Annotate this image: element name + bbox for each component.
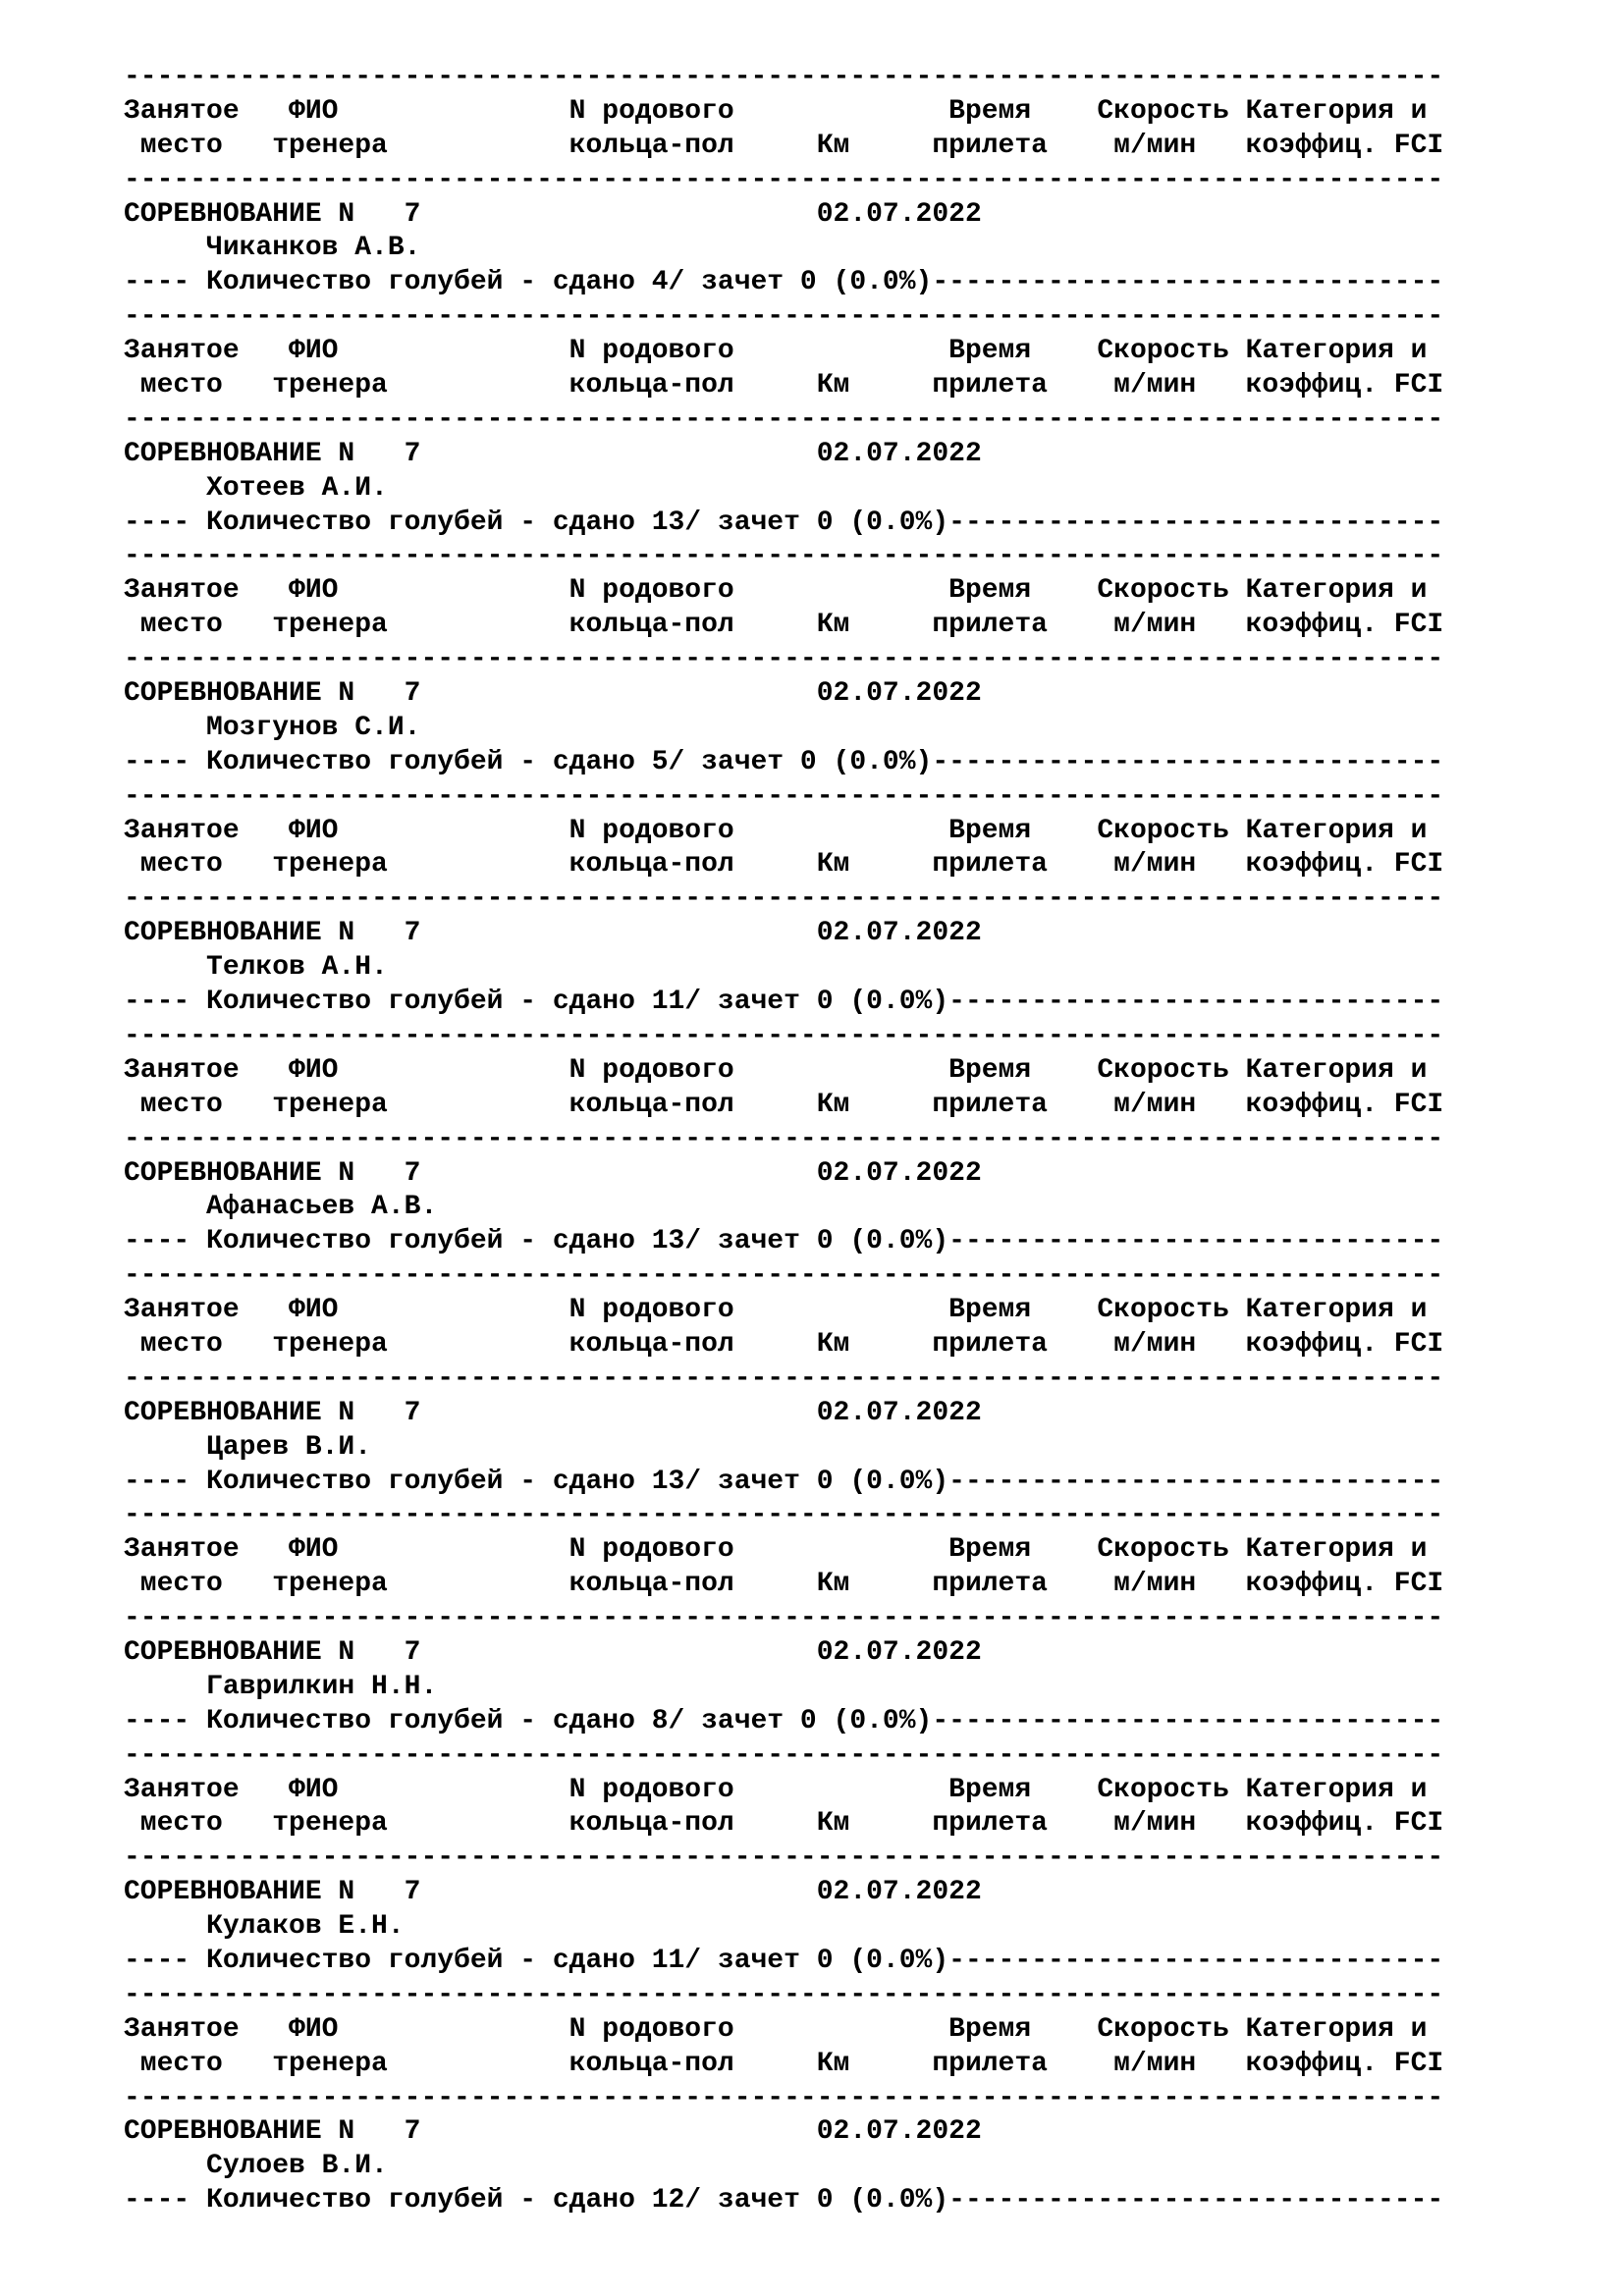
header-row-2: место тренера кольца-пол Км прилета м/мин коэффиц. FCI xyxy=(124,130,1444,161)
header-row-2: место тренера кольца-пол Км прилета м/мин коэффиц. FCI xyxy=(124,1089,1444,1120)
summary-line: ---- Количество голубей - сдано 11/ зачет 0 (0.0%)------------------------------ xyxy=(124,1945,1444,1976)
header-row-1: Занятое ФИО N родового Время Скорость Категория и xyxy=(124,95,1428,127)
competition-date: 02.07.2022 xyxy=(816,678,982,710)
competition-number: СОРЕВНОВАНИЕ N 7 xyxy=(124,438,421,469)
competition-date: 02.07.2022 xyxy=(816,198,982,230)
competition-number: СОРЕВНОВАНИЕ N 7 xyxy=(124,2116,421,2148)
separator-line: -------------------------------------------------------------------------------- xyxy=(124,2082,1444,2113)
separator-line: -------------------------------------------------------------------------------- xyxy=(124,1020,1444,1051)
header-row-1: Занятое ФИО N родового Время Скорость Категория и xyxy=(124,1295,1428,1326)
header-row-2: место тренера кольца-пол Км прилета м/мин коэффиц. FCI xyxy=(124,370,1444,401)
separator-line: -------------------------------------------------------------------------------- xyxy=(124,1362,1444,1394)
competition-line xyxy=(124,1397,1443,1431)
trainer-name: Гаврилкин Н.Н. xyxy=(124,1671,438,1702)
header-row-2: место тренера кольца-пол Км прилета м/мин коэффиц. FCI xyxy=(124,849,1444,881)
separator-line: -------------------------------------------------------------------------------- xyxy=(124,1500,1444,1531)
separator-line: -------------------------------------------------------------------------------- xyxy=(124,301,1444,333)
header-row-1: Занятое ФИО N родового Время Скорость Категория и xyxy=(124,815,1428,846)
competition-line xyxy=(124,677,1443,712)
trainer-name: Хотеев А.И. xyxy=(124,472,388,504)
header-row-1: Занятое ФИО N родового Время Скорость Категория и xyxy=(124,2013,1428,2045)
competition-date: 02.07.2022 xyxy=(816,2116,982,2148)
trainer-name: Сулоев В.И. xyxy=(124,2151,388,2182)
competition-line xyxy=(124,1157,1443,1192)
summary-line: ---- Количество голубей - сдано 11/ зачет 0 (0.0%)------------------------------ xyxy=(124,987,1444,1018)
trainer-name: Чиканков А.В. xyxy=(124,233,421,264)
separator-line: -------------------------------------------------------------------------------- xyxy=(124,1842,1444,1874)
header-row-2: место тренера кольца-пол Км прилета м/мин коэффиц. FCI xyxy=(124,1328,1444,1360)
separator-line: -------------------------------------------------------------------------------- xyxy=(124,1739,1444,1771)
competition-line xyxy=(124,1876,1443,1910)
separator-line: -------------------------------------------------------------------------------- xyxy=(124,62,1444,92)
competition-number: СОРЕВНОВАНИЕ N 7 xyxy=(124,1157,421,1189)
competition-date: 02.07.2022 xyxy=(816,438,982,469)
competition-line xyxy=(124,917,1443,951)
separator-line: -------------------------------------------------------------------------------- xyxy=(124,403,1444,435)
separator-line: -------------------------------------------------------------------------------- xyxy=(124,1123,1444,1154)
header-row-1: Занятое ФИО N родового Время Скорость Категория и xyxy=(124,1054,1428,1086)
competition-line xyxy=(124,2115,1443,2150)
header-row-1: Занятое ФИО N родового Время Скорость Категория и xyxy=(124,575,1428,607)
competition-number: СОРЕВНОВАНИЕ N 7 xyxy=(124,198,421,230)
summary-line: ---- Количество голубей - сдано 5/ зачет 0 (0.0%)------------------------------- xyxy=(124,746,1444,777)
separator-line: -------------------------------------------------------------------------------- xyxy=(124,1603,1444,1634)
competition-number: СОРЕВНОВАНИЕ N 7 xyxy=(124,1877,421,1908)
competition-line xyxy=(124,198,1443,233)
competition-number: СОРЕВНОВАНИЕ N 7 xyxy=(124,918,421,949)
competition-date: 02.07.2022 xyxy=(816,1877,982,1908)
trainer-name: Мозгунов С.И. xyxy=(124,712,421,743)
header-row-2: место тренера кольца-пол Км прилета м/мин коэффиц. FCI xyxy=(124,1569,1444,1600)
separator-line: -------------------------------------------------------------------------------- xyxy=(124,1260,1444,1292)
competition-number: СОРЕВНОВАНИЕ N 7 xyxy=(124,678,421,710)
competition-number: СОРЕВНОВАНИЕ N 7 xyxy=(124,1636,421,1668)
header-row-1: Занятое ФИО N родового Время Скорость Категория и xyxy=(124,1534,1428,1566)
header-row-2: место тренера кольца-пол Км прилета м/мин коэффиц. FCI xyxy=(124,1808,1444,1840)
header-row-1: Занятое ФИО N родового Время Скорость Категория и xyxy=(124,336,1428,367)
summary-line: ---- Количество голубей - сдано 12/ зачет 0 (0.0%)------------------------------ xyxy=(124,2185,1444,2216)
summary-line: ---- Количество голубей - сдано 13/ зачет 0 (0.0%)------------------------------ xyxy=(124,1466,1444,1497)
trainer-name: Телков А.Н. xyxy=(124,952,388,984)
summary-line: ---- Количество голубей - сдано 4/ зачет 0 (0.0%)------------------------------- xyxy=(124,267,1444,298)
competition-number: СОРЕВНОВАНИЕ N 7 xyxy=(124,1397,421,1428)
separator-line: -------------------------------------------------------------------------------- xyxy=(124,541,1444,572)
header-row-1: Занятое ФИО N родового Время Скорость Категория и xyxy=(124,1774,1428,1805)
separator-line: -------------------------------------------------------------------------------- xyxy=(124,1979,1444,2010)
summary-line: ---- Количество голубей - сдано 8/ зачет 0 (0.0%)------------------------------- xyxy=(124,1705,1444,1736)
separator-line: -------------------------------------------------------------------------------- xyxy=(124,644,1444,675)
summary-line: ---- Количество голубей - сдано 13/ зачет 0 (0.0%)------------------------------ xyxy=(124,1226,1444,1257)
separator-line: -------------------------------------------------------------------------------- xyxy=(124,883,1444,915)
competition-date: 02.07.2022 xyxy=(816,918,982,949)
trainer-name: Афанасьев А.В. xyxy=(124,1192,438,1223)
separator-line: -------------------------------------------------------------------------------- xyxy=(124,780,1444,812)
competition-date: 02.07.2022 xyxy=(816,1397,982,1428)
results-report xyxy=(124,61,1443,2218)
header-row-2: место тренера кольца-пол Км прилета м/мин коэффиц. FCI xyxy=(124,610,1444,641)
summary-line: ---- Количество голубей - сдано 13/ зачет 0 (0.0%)------------------------------ xyxy=(124,507,1444,538)
competition-line xyxy=(124,1636,1443,1671)
separator-line: -------------------------------------------------------------------------------- xyxy=(124,164,1444,195)
competition-date: 02.07.2022 xyxy=(816,1157,982,1189)
header-row-2: место тренера кольца-пол Км прилета м/мин коэффиц. FCI xyxy=(124,2048,1444,2079)
trainer-name: Царев В.И. xyxy=(124,1431,372,1463)
trainer-name: Кулаков Е.Н. xyxy=(124,1911,405,1943)
competition-date: 02.07.2022 xyxy=(816,1636,982,1668)
competition-line xyxy=(124,438,1443,472)
